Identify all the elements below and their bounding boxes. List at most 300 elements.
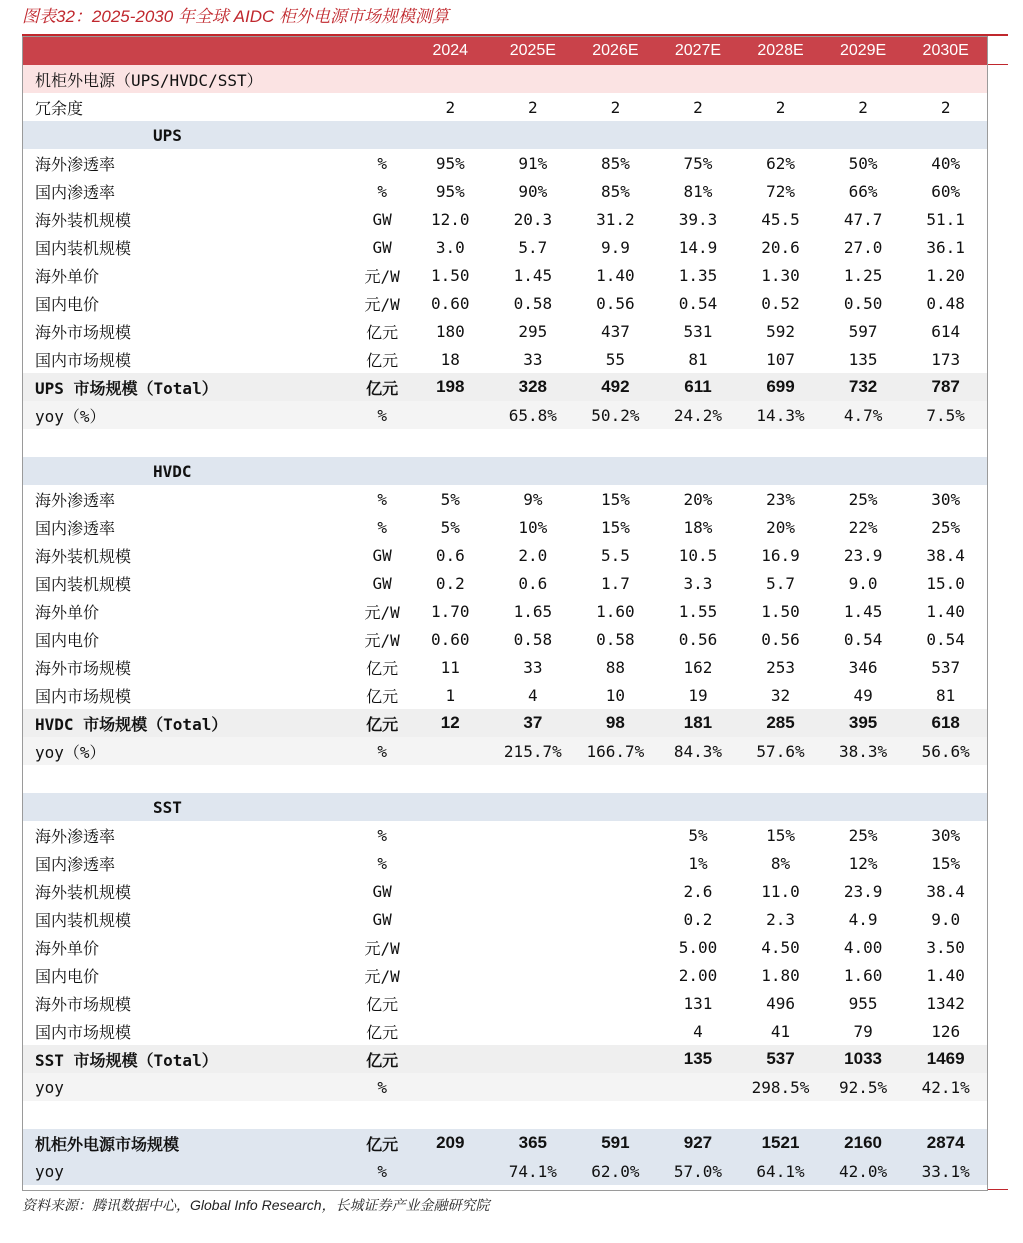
value-cell: 15%	[766, 825, 795, 845]
value-cell: 51.1	[926, 209, 965, 229]
value-cell: 91%	[518, 153, 548, 173]
value-cell: 537	[931, 657, 961, 677]
yoy-row-ups	[23, 401, 987, 429]
value-cell: 492	[574, 373, 657, 401]
value-cell: 18%	[683, 517, 713, 537]
value-cell: 57.6%	[739, 737, 822, 765]
row-label: 海外单价	[35, 938, 100, 958]
row-label: 海外装机规模	[35, 546, 132, 566]
year-header: 2024	[409, 37, 492, 65]
value-cell: 1033	[822, 1045, 905, 1073]
value-cell: 209	[409, 1129, 492, 1157]
row-unit: 亿元	[366, 350, 399, 370]
value-cell: 75%	[683, 153, 713, 173]
value-cell: 30%	[931, 825, 961, 845]
value-cell: 7.5%	[904, 401, 987, 429]
value-cell: 135	[848, 349, 878, 369]
grand-yoy-row	[23, 1157, 987, 1185]
value-cell: 40%	[931, 153, 961, 173]
row-unit: 元/W	[364, 630, 400, 650]
row-unit: 亿元	[355, 1129, 409, 1157]
value-cell: 0.60	[431, 293, 470, 313]
table-row	[23, 205, 987, 233]
value-cell: 23.9	[843, 545, 883, 565]
value-cell: 50%	[848, 153, 878, 173]
value-cell	[574, 961, 657, 989]
value-cell: 597	[848, 321, 878, 341]
value-cell: 9.9	[600, 237, 630, 257]
value-cell	[657, 1073, 740, 1101]
value-cell: 0.50	[843, 293, 883, 313]
value-cell: 81	[936, 685, 956, 705]
row-unit: 元/W	[364, 938, 400, 958]
value-cell: 0.56	[678, 629, 718, 649]
value-cell: 365	[492, 1129, 575, 1157]
value-cell: 0.6	[518, 573, 548, 593]
value-cell: 285	[739, 709, 822, 737]
value-cell: 9%	[523, 489, 543, 509]
value-cell: 2.0	[518, 545, 548, 565]
row-unit: 亿元	[366, 322, 399, 342]
value-cell: 5.5	[600, 545, 630, 565]
value-cell: 955	[848, 993, 878, 1013]
spacer-row	[23, 765, 987, 793]
row-label: 国内市场规模	[35, 350, 132, 370]
row-label: 海外装机规模	[35, 210, 132, 230]
value-cell	[492, 849, 575, 877]
value-cell: 346	[848, 657, 878, 677]
header-blank	[23, 37, 355, 65]
row-label: 国内渗透率	[35, 854, 116, 874]
value-cell	[492, 1017, 575, 1045]
value-cell: 4.7%	[822, 401, 905, 429]
value-cell: 4.00	[843, 937, 883, 957]
table-row	[23, 177, 987, 205]
value-cell: 0.54	[926, 629, 965, 649]
row-label: yoy（%）	[23, 401, 355, 429]
value-cell: 1.50	[761, 601, 800, 621]
table-row	[23, 513, 987, 541]
right-edge-tick	[988, 1189, 1008, 1190]
value-cell: 1.40	[926, 965, 965, 985]
value-cell: 2	[610, 97, 621, 117]
value-cell	[574, 1045, 657, 1073]
value-cell: 42.1%	[904, 1073, 987, 1101]
value-cell: 12%	[848, 853, 878, 873]
data-table-frame	[22, 36, 988, 1191]
value-cell: 90%	[518, 181, 548, 201]
row-unit: 亿元	[366, 658, 399, 678]
row-label: 海外装机规模	[35, 882, 132, 902]
value-cell: 0.58	[596, 629, 635, 649]
value-cell	[409, 877, 492, 905]
value-cell	[409, 737, 492, 765]
row-label: 机柜外电源市场规模	[23, 1129, 355, 1157]
value-cell	[574, 1073, 657, 1101]
row-unit: %	[377, 153, 387, 173]
value-cell: 611	[657, 373, 740, 401]
value-cell: 107	[766, 349, 795, 369]
spacer-cell	[23, 429, 987, 457]
year-header: 2026E	[574, 37, 657, 65]
value-cell: 19	[688, 685, 708, 705]
table-row	[23, 485, 987, 513]
value-cell: 33	[523, 657, 543, 677]
value-cell: 131	[683, 993, 713, 1013]
row-label: 国内渗透率	[35, 518, 116, 538]
value-cell: 39.3	[678, 209, 718, 229]
row-label: 海外市场规模	[35, 658, 132, 678]
value-cell: 1.30	[761, 265, 800, 285]
spacer-cell	[23, 765, 987, 793]
value-cell	[409, 849, 492, 877]
value-cell: 79	[853, 1021, 873, 1041]
table-row	[23, 1017, 987, 1045]
value-cell: 15%	[600, 489, 630, 509]
value-cell: 173	[931, 349, 961, 369]
value-cell: 8%	[770, 853, 791, 873]
group-name: UPS	[23, 121, 987, 149]
value-cell: 1.80	[761, 965, 800, 985]
row-unit: GW	[372, 209, 392, 229]
row-unit: 亿元	[366, 1022, 399, 1042]
value-cell: 62.0%	[574, 1157, 657, 1185]
value-cell: 41	[770, 1021, 791, 1041]
value-cell: 787	[904, 373, 987, 401]
value-cell: 0.52	[761, 293, 800, 313]
row-label: 国内电价	[35, 630, 100, 650]
table-row	[23, 289, 987, 317]
value-cell: 295	[518, 321, 548, 341]
row-label: 海外市场规模	[35, 994, 132, 1014]
row-unit: 亿元	[366, 686, 399, 706]
grand-total-row	[23, 1129, 987, 1157]
value-cell	[574, 877, 657, 905]
value-cell: 11.0	[761, 881, 800, 901]
table-row	[23, 821, 987, 849]
value-cell	[492, 877, 575, 905]
year-header: 2027E	[657, 37, 740, 65]
table-row	[23, 933, 987, 961]
row-label: 国内市场规模	[35, 686, 132, 706]
value-cell: 1521	[739, 1129, 822, 1157]
value-cell: 0.2	[683, 909, 713, 929]
value-cell: 592	[766, 321, 795, 341]
year-header: 2029E	[822, 37, 905, 65]
value-cell: 32	[770, 685, 791, 705]
value-cell: 0.2	[435, 573, 465, 593]
value-cell: 37	[492, 709, 575, 737]
value-cell: 36.1	[926, 237, 965, 257]
figure-title: 图表32：2025-2030 年全球 AIDC 柜外电源市场规模测算	[22, 7, 449, 26]
yoy-row-sst	[23, 1073, 987, 1101]
value-cell: 1.60	[843, 965, 883, 985]
value-cell: 927	[657, 1129, 740, 1157]
value-cell: 5%	[688, 825, 708, 845]
row-label: yoy	[23, 1157, 355, 1185]
table-row	[23, 625, 987, 653]
table-row	[23, 233, 987, 261]
value-cell: 38.4	[926, 545, 965, 565]
value-cell: 0.54	[678, 293, 718, 313]
value-cell	[492, 821, 575, 849]
value-cell: 88	[605, 657, 626, 677]
value-cell: 1.45	[843, 601, 883, 621]
value-cell: 618	[904, 709, 987, 737]
value-cell: 126	[931, 1021, 961, 1041]
value-cell: 95%	[435, 181, 465, 201]
row-label: 海外渗透率	[35, 154, 116, 174]
value-cell: 31.2	[596, 209, 635, 229]
value-cell: 531	[683, 321, 713, 341]
value-cell: 85%	[600, 181, 630, 201]
table-row	[23, 345, 987, 373]
spacer-cell	[23, 1101, 987, 1129]
value-cell	[574, 1017, 657, 1045]
row-unit: GW	[372, 881, 392, 901]
row-unit: 亿元	[355, 709, 409, 737]
table-row	[23, 541, 987, 569]
section-label: 机柜外电源（UPS/HVDC/SST）	[23, 65, 987, 93]
value-cell	[574, 989, 657, 1017]
row-label: 国内装机规模	[35, 238, 132, 258]
year-header: 2030E	[904, 37, 987, 65]
row-label: 冗余度	[35, 98, 84, 118]
value-cell: 84.3%	[657, 737, 740, 765]
value-cell: 4.50	[761, 937, 800, 957]
value-cell	[492, 961, 575, 989]
value-cell: 180	[435, 321, 465, 341]
value-cell	[409, 1157, 492, 1185]
table-row	[23, 261, 987, 289]
value-cell: 1.55	[678, 601, 718, 621]
table-row	[23, 681, 987, 709]
value-cell: 135	[657, 1045, 740, 1073]
group-name: SST	[23, 793, 987, 821]
row-label: 海外市场规模	[35, 322, 132, 342]
value-cell: 22%	[848, 517, 878, 537]
table-body	[23, 37, 987, 1185]
row-label: SST 市场规模（Total）	[23, 1045, 355, 1073]
row-unit: %	[377, 489, 387, 509]
row-unit: %	[377, 517, 387, 537]
value-cell: 38.3%	[822, 737, 905, 765]
value-cell	[574, 933, 657, 961]
value-cell: 49	[853, 685, 873, 705]
row-unit: %	[355, 1157, 409, 1185]
value-cell: 57.0%	[657, 1157, 740, 1185]
value-cell: 15%	[600, 517, 630, 537]
value-cell: 1.7	[600, 573, 630, 593]
table-row	[23, 877, 987, 905]
table-row	[23, 149, 987, 177]
row-label: 海外渗透率	[35, 826, 116, 846]
value-cell: 25%	[848, 825, 878, 845]
value-cell: 2.6	[683, 881, 713, 901]
value-cell: 614	[931, 321, 961, 341]
value-cell: 198	[409, 373, 492, 401]
value-cell	[409, 1017, 492, 1045]
value-cell: 14.9	[678, 237, 718, 257]
value-cell: 2	[858, 97, 868, 117]
value-cell: 10.5	[678, 545, 718, 565]
row-unit: %	[377, 825, 387, 845]
value-cell: 537	[739, 1045, 822, 1073]
row-unit: %	[355, 737, 409, 765]
value-cell: 5.7	[766, 573, 795, 593]
value-cell	[409, 933, 492, 961]
value-cell: 18	[440, 349, 460, 369]
value-cell: 95%	[435, 153, 465, 173]
row-label: 国内装机规模	[35, 910, 132, 930]
row-label: 国内电价	[35, 966, 100, 986]
value-cell: 74.1%	[492, 1157, 575, 1185]
row-label: yoy	[23, 1073, 355, 1101]
value-cell	[574, 849, 657, 877]
value-cell: 10	[605, 685, 626, 705]
value-cell: 14.3%	[739, 401, 822, 429]
row-label: 国内装机规模	[35, 574, 132, 594]
value-cell: 253	[766, 657, 795, 677]
total-row-hvdc	[23, 709, 987, 737]
value-cell: 162	[683, 657, 713, 677]
value-cell: 2	[528, 97, 538, 117]
value-cell: 1.25	[843, 265, 883, 285]
value-cell: 55	[605, 349, 626, 369]
value-cell: 92.5%	[822, 1073, 905, 1101]
table-row	[23, 905, 987, 933]
spacer-row	[23, 1101, 987, 1129]
value-cell	[574, 821, 657, 849]
value-cell: 4	[528, 685, 538, 705]
group-header-ups	[23, 121, 987, 149]
table-row	[23, 317, 987, 345]
value-cell: 1.70	[431, 601, 470, 621]
value-cell: 2	[445, 97, 456, 117]
row-unit: 元/W	[364, 294, 400, 314]
value-cell	[574, 905, 657, 933]
value-cell	[409, 401, 492, 429]
table-row	[23, 989, 987, 1017]
value-cell: 1%	[688, 853, 708, 873]
value-cell: 25%	[848, 489, 878, 509]
value-cell: 5%	[440, 489, 460, 509]
value-cell: 0.6	[435, 545, 465, 565]
value-cell: 4.9	[848, 909, 878, 929]
row-unit: 元/W	[364, 602, 400, 622]
value-cell: 11	[440, 657, 460, 677]
value-cell: 4	[693, 1021, 703, 1041]
table-row	[23, 653, 987, 681]
section-row	[23, 65, 987, 93]
source-note: 资料来源：腾讯数据中心，Global Info Research，长城证券产业金融研究院	[22, 1197, 490, 1213]
value-cell: 5%	[440, 517, 460, 537]
value-cell: 12	[409, 709, 492, 737]
redundancy-row	[23, 93, 987, 121]
value-cell: 1.65	[513, 601, 553, 621]
value-cell: 12.0	[431, 209, 470, 229]
value-cell: 20.6	[761, 237, 800, 257]
value-cell: 65.8%	[492, 401, 575, 429]
group-header-sst	[23, 793, 987, 821]
table-row	[23, 849, 987, 877]
value-cell: 9.0	[848, 573, 878, 593]
value-cell: 85%	[600, 153, 630, 173]
value-cell: 24.2%	[657, 401, 740, 429]
value-cell: 0.56	[596, 293, 635, 313]
row-unit: GW	[372, 573, 392, 593]
value-cell: 2874	[904, 1129, 987, 1157]
value-cell: 30%	[931, 489, 961, 509]
value-cell: 591	[574, 1129, 657, 1157]
value-cell: 45.5	[761, 209, 800, 229]
total-row-sst	[23, 1045, 987, 1073]
group-name: HVDC	[23, 457, 987, 485]
row-label: UPS 市场规模（Total）	[23, 373, 355, 401]
value-cell: 16.9	[761, 545, 800, 565]
yoy-row-hvdc	[23, 737, 987, 765]
value-cell: 15%	[931, 853, 961, 873]
row-unit: GW	[372, 237, 392, 257]
value-cell: 496	[766, 993, 795, 1013]
value-cell: 5.00	[678, 937, 718, 957]
value-cell: 2.00	[678, 965, 718, 985]
value-cell	[492, 933, 575, 961]
value-cell: 60%	[931, 181, 961, 201]
row-unit: GW	[372, 545, 392, 565]
value-cell: 10%	[518, 517, 548, 537]
value-cell: 33.1%	[904, 1157, 987, 1185]
row-label: yoy（%）	[23, 737, 355, 765]
right-edge-tick	[988, 64, 1008, 65]
value-cell	[492, 989, 575, 1017]
row-label: 国内市场规模	[35, 1022, 132, 1042]
value-cell: 66%	[848, 181, 878, 201]
row-label: HVDC 市场规模（Total）	[23, 709, 355, 737]
value-cell: 81	[688, 349, 708, 369]
year-header: 2025E	[492, 37, 575, 65]
value-cell: 0.58	[513, 293, 553, 313]
value-cell: 1.50	[431, 265, 470, 285]
row-unit: 亿元	[355, 1045, 409, 1073]
value-cell	[409, 1045, 492, 1073]
row-label: 国内电价	[35, 294, 100, 314]
value-cell: 2	[775, 97, 786, 117]
value-cell: 64.1%	[739, 1157, 822, 1185]
value-cell	[409, 905, 492, 933]
value-cell	[409, 989, 492, 1017]
value-cell: 1	[445, 685, 456, 705]
value-cell	[409, 961, 492, 989]
value-cell: 215.7%	[492, 737, 575, 765]
total-row-ups	[23, 373, 987, 401]
value-cell: 0.54	[843, 629, 883, 649]
value-cell: 2.3	[766, 909, 795, 929]
table-row	[23, 961, 987, 989]
value-cell	[409, 1073, 492, 1101]
row-unit: %	[377, 181, 387, 201]
value-cell: 395	[822, 709, 905, 737]
value-cell: 2160	[822, 1129, 905, 1157]
value-cell: 62%	[766, 153, 795, 173]
value-cell: 2	[693, 97, 703, 117]
value-cell: 298.5%	[739, 1073, 822, 1101]
value-cell: 56.6%	[904, 737, 987, 765]
value-cell	[492, 1045, 575, 1073]
value-cell: 23.9	[843, 881, 883, 901]
row-label: 海外单价	[35, 266, 100, 286]
value-cell: 181	[657, 709, 740, 737]
